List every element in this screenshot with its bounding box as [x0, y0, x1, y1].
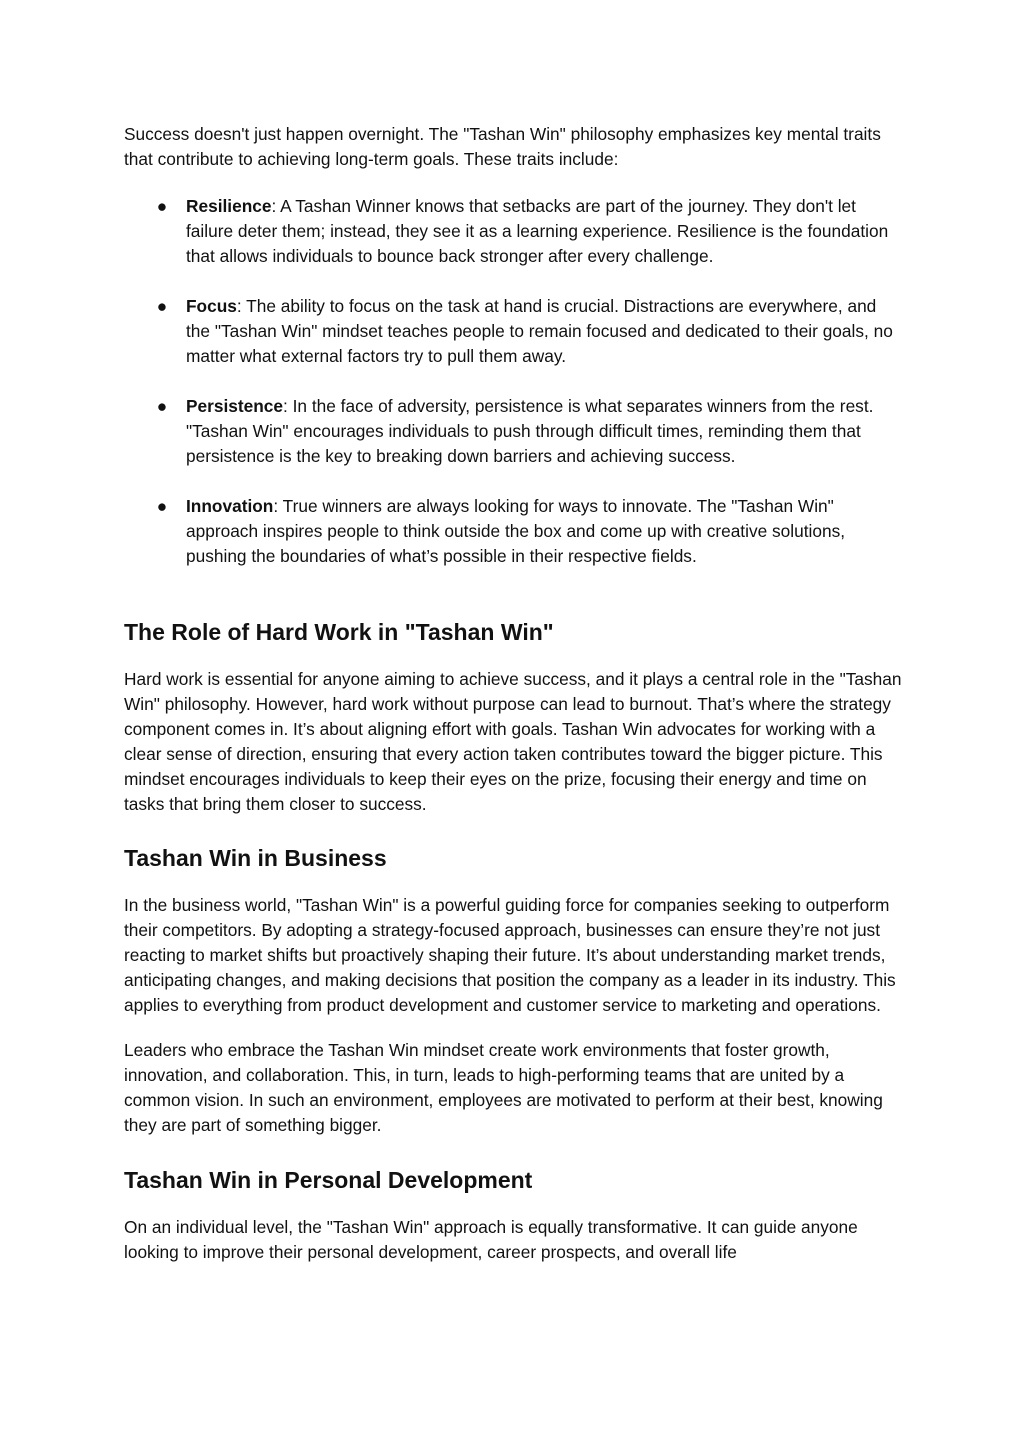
list-item-persistence: [124, 394, 904, 469]
traits-list: [124, 194, 904, 569]
bullet-icon: ●: [156, 496, 168, 516]
intro-paragraph: Success doesn't just happen overnight. The "Tashan Win" philosophy emphasizes key mental traits that contribute to achieving long-term goals. These traits include:: [124, 124, 881, 169]
list-item-focus: [124, 294, 904, 369]
hard-work-paragraph: Hard work is essential for anyone aiming to achieve success, and it plays a central role in the "Tashan Win" philosophy. However, hard work without purpose can lead to burnout. That’s where the strategy component comes in. It’s about aligning effort with goals. Tashan Win advocates for working with a clear sense of direction, ensuring that every action taken contributes toward the bigger picture. This mindset encourages individuals to keep their eyes on the prize, focusing their energy and time on tasks that bring them closer to success.: [124, 669, 902, 814]
trait-text: : True winners are always looking for ways to innovate. The "Tashan Win" approach inspires people to think outside the box and come up with creative solutions, pushing the boundaries of what’s possible in their respective fields.: [186, 496, 846, 566]
bullet-icon: ●: [156, 296, 168, 316]
trait-title: Innovation: [186, 496, 274, 516]
personal-paragraph: On an individual level, the "Tashan Win" approach is equally transformative. It can guide anyone looking to improve their personal development, career prospects, and overall life: [124, 1217, 858, 1262]
heading-business: Tashan Win in Business: [124, 845, 387, 871]
trait-title: Persistence: [186, 396, 284, 416]
list-item-resilience: [124, 194, 904, 269]
business-paragraph-2: Leaders who embrace the Tashan Win mindset create work environments that foster growth, innovation, and collaboration. This, in turn, leads to high-performing teams that are united by a common vision. In such an environment, employees are motivated to perform at their best, knowing they are part of something bigger.: [124, 1040, 883, 1135]
trait-title: Focus: [186, 296, 237, 316]
heading-personal-development: Tashan Win in Personal Development: [124, 1167, 533, 1193]
business-paragraph-1: In the business world, "Tashan Win" is a powerful guiding force for companies seeking to outperform their competitors. By adopting a strategy-focused approach, businesses can ensure they’re not just reacting to market shifts but proactively shaping their future. It’s about understanding market trends, anticipating changes, and making decisions that position the company as a leader in its industry. This applies to everything from product development and customer service to marketing and operations.: [124, 895, 896, 1015]
bullet-icon: ●: [156, 396, 168, 416]
bullet-icon: ●: [156, 196, 168, 216]
trait-text: : A Tashan Winner knows that setbacks are part of the journey. They don't let failure deter them; instead, they see it as a learning experience. Resilience is the foundation that allows individuals to bounce back stronger after every challenge.: [186, 196, 889, 266]
trait-text: : The ability to focus on the task at hand is crucial. Distractions are everywhere, and the "Tashan Win" mindset teaches people to remain focused and dedicated to their goals, no matter what external factors try to pull them away.: [186, 296, 893, 366]
list-item-innovation: [124, 494, 904, 569]
trait-text: : In the face of adversity, persistence is what separates winners from the rest. "Tashan Win" encourages individuals to push through difficult times, reminding them that persistence is the key to breaking down barriers and achieving success.: [186, 396, 874, 466]
document-page: [124, 122, 904, 1265]
heading-hard-work: The Role of Hard Work in "Tashan Win": [124, 619, 554, 645]
trait-title: Resilience: [186, 196, 272, 216]
